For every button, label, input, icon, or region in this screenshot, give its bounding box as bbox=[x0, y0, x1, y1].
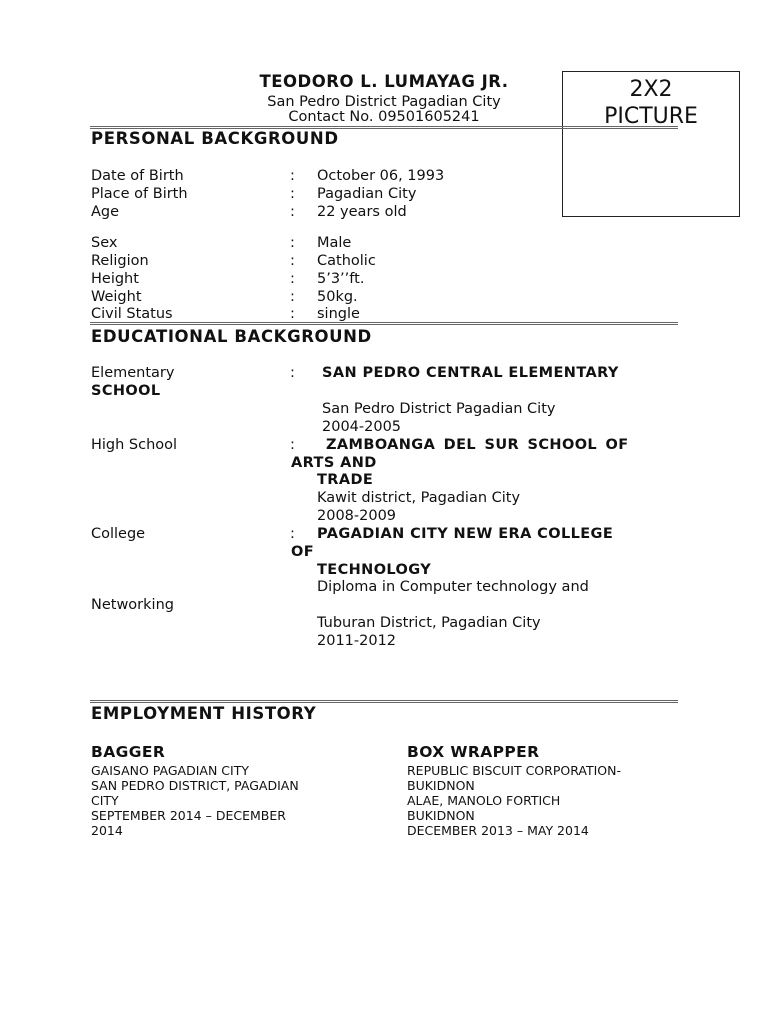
job-title: BAGGER bbox=[91, 743, 166, 761]
employment-heading: EMPLOYMENT HISTORY bbox=[91, 704, 317, 723]
highschool-name: ZAMBOANGA DEL SUR SCHOOL OF bbox=[326, 437, 629, 453]
job-detail: GAISANO PAGADIAN CITY bbox=[91, 763, 249, 778]
education-level-label: College bbox=[91, 526, 146, 542]
education-heading: EDUCATIONAL BACKGROUND bbox=[91, 327, 372, 346]
colon: : bbox=[290, 526, 295, 542]
personal-value: Male bbox=[317, 235, 352, 251]
job-detail: SEPTEMBER 2014 – DECEMBER bbox=[91, 808, 286, 823]
colon: : bbox=[290, 253, 295, 269]
colon: : bbox=[290, 235, 295, 251]
college-course: Diploma in Computer technology and bbox=[317, 579, 589, 595]
job-detail: DECEMBER 2013 – MAY 2014 bbox=[407, 823, 589, 838]
college-name: PAGADIAN CITY NEW ERA COLLEGE bbox=[317, 526, 614, 542]
applicant-contact: Contact No. 09501605241 bbox=[288, 109, 480, 125]
job-detail: CITY bbox=[91, 793, 119, 808]
job-title: BOX WRAPPER bbox=[407, 743, 540, 761]
colon: : bbox=[290, 168, 295, 184]
applicant-address: San Pedro District Pagadian City bbox=[267, 94, 501, 110]
personal-label: Sex bbox=[91, 235, 118, 251]
colon: : bbox=[290, 204, 295, 220]
personal-label: Date of Birth bbox=[91, 168, 184, 184]
personal-label: Height bbox=[91, 271, 139, 287]
colon: : bbox=[290, 289, 295, 305]
college-name-cont: OF bbox=[291, 544, 315, 560]
section-divider bbox=[90, 700, 678, 703]
colon: : bbox=[290, 186, 295, 202]
personal-value: 5’3’’ft. bbox=[317, 271, 365, 287]
college-years: 2011-2012 bbox=[317, 633, 397, 649]
elementary-school-name: SAN PEDRO CENTRAL ELEMENTARY bbox=[322, 365, 619, 381]
personal-label: Place of Birth bbox=[91, 186, 188, 202]
section-divider bbox=[90, 322, 678, 325]
colon: : bbox=[290, 437, 295, 453]
elementary-address: San Pedro District Pagadian City bbox=[322, 401, 556, 417]
highschool-years: 2008-2009 bbox=[317, 508, 397, 524]
college-course-cont: Networking bbox=[91, 597, 174, 613]
colon: : bbox=[290, 365, 295, 381]
elementary-years: 2004-2005 bbox=[322, 419, 402, 435]
personal-value: 22 years old bbox=[317, 204, 407, 220]
personal-value: 50kg. bbox=[317, 289, 358, 305]
highschool-name-cont: TRADE bbox=[317, 472, 374, 488]
personal-heading: PERSONAL BACKGROUND bbox=[91, 129, 339, 148]
highschool-address: Kawit district, Pagadian City bbox=[317, 490, 521, 506]
photo-label-picture: PICTURE bbox=[604, 104, 698, 129]
colon: : bbox=[290, 271, 295, 287]
college-address: Tuburan District, Pagadian City bbox=[317, 615, 541, 631]
job-detail: ALAE, MANOLO FORTICH bbox=[407, 793, 561, 808]
education-level-label: Elementary bbox=[91, 365, 175, 381]
job-detail: 2014 bbox=[91, 823, 123, 838]
applicant-name: TEODORO L. LUMAYAG JR. bbox=[259, 72, 509, 91]
elementary-school-label: SCHOOL bbox=[91, 383, 161, 399]
photo-placeholder bbox=[562, 71, 740, 217]
job-detail: SAN PEDRO DISTRICT, PAGADIAN bbox=[91, 778, 299, 793]
personal-value: Pagadian City bbox=[317, 186, 417, 202]
personal-value: single bbox=[317, 306, 360, 322]
college-name-cont: TECHNOLOGY bbox=[317, 562, 432, 578]
job-detail: BUKIDNON bbox=[407, 778, 475, 793]
personal-label: Civil Status bbox=[91, 306, 173, 322]
education-level-label: High School bbox=[91, 437, 178, 453]
personal-value: October 06, 1993 bbox=[317, 168, 445, 184]
highschool-name-cont: ARTS AND bbox=[291, 455, 377, 471]
personal-label: Religion bbox=[91, 253, 149, 269]
colon: : bbox=[290, 306, 295, 322]
personal-value: Catholic bbox=[317, 253, 376, 269]
job-detail: BUKIDNON bbox=[407, 808, 475, 823]
personal-label: Weight bbox=[91, 289, 142, 305]
job-detail: REPUBLIC BISCUIT CORPORATION- bbox=[407, 763, 621, 778]
personal-label: Age bbox=[91, 204, 120, 220]
photo-label-size: 2X2 bbox=[629, 77, 673, 102]
